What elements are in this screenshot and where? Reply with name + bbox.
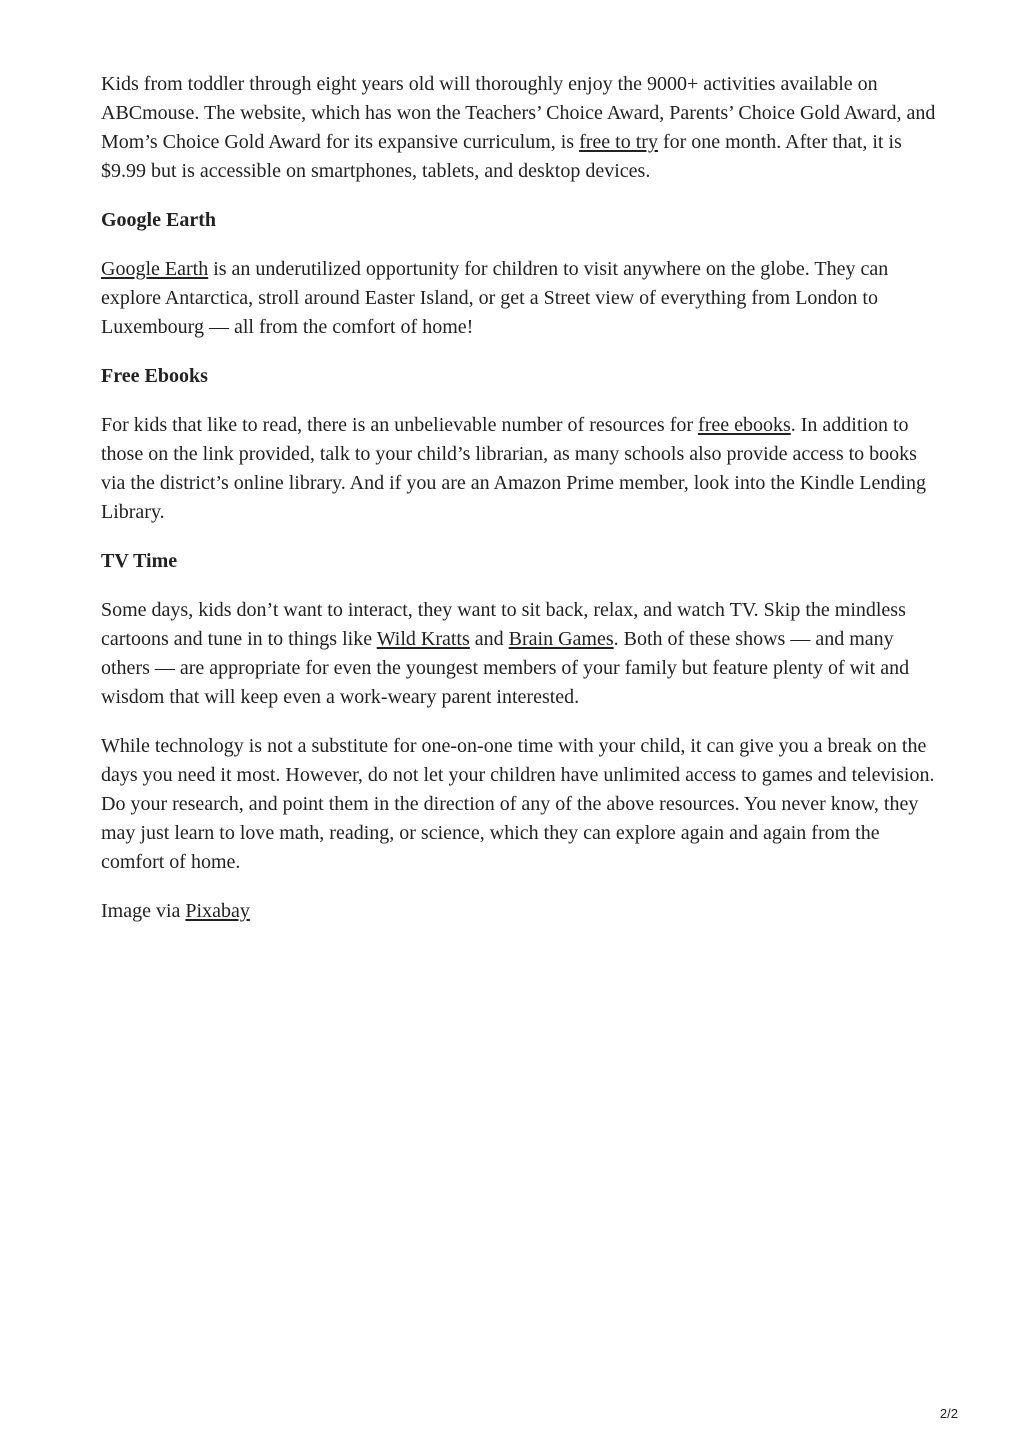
paragraph-conclusion: While technology is not a substitute for one-on-one time with your child, it can give you a break on the days you need it most. However, do not let your children have unlimited access to games and television. Do your research, and point them in the direction of any of the above resources. You never know, they may just learn to love math, reading, or science, which they can explore again and again from the comfort of home. — [101, 735, 935, 873]
heading-free-ebooks: Free Ebooks — [101, 365, 208, 387]
article-body — [101, 70, 936, 946]
paragraph-abcmouse — [101, 70, 936, 186]
image-credit — [101, 897, 936, 926]
paragraph-text: for one month. After that, it is $9.99 but is accessible on smartphones, tablets, and desktop devices. — [101, 131, 902, 182]
google-earth-link[interactable]: Google Earth — [101, 258, 209, 280]
paragraph-text: . In addition to those on the link provided, talk to your child’s librarian, as many schools also provide access to books via the district’s online library. And if you are an Amazon Prime member, look into the Kindle Lending Library. — [101, 414, 926, 523]
wild-kratts-link[interactable]: Wild Kratts — [376, 628, 470, 650]
paragraph-free-ebooks — [101, 411, 936, 527]
paragraph-text: For kids that like to read, there is an unbelievable number of resources for — [101, 414, 699, 436]
paragraph-tv-time — [101, 596, 936, 712]
free-ebooks-link[interactable]: free ebooks — [698, 414, 791, 436]
paragraph-text: and — [469, 628, 509, 650]
brain-games-link[interactable]: Brain Games — [508, 628, 614, 650]
image-credit-text: Image via — [101, 900, 186, 922]
paragraph-google-earth — [101, 255, 936, 342]
paragraph-text: Kids from toddler through eight years old will thoroughly enjoy the 9000+ activities available on ABCmouse. The website, which has won the Teachers’ Choice Award, Parents’ Choice Gold Award, and Mom’s Choice Gold Award for its expansive curriculum, is — [101, 73, 936, 153]
page-number: 2/2 — [939, 1406, 958, 1421]
heading-google-earth: Google Earth — [101, 209, 216, 231]
paragraph-text: is an underutilized opportunity for children to visit anywhere on the globe. They can explore Antarctica, stroll around Easter Island, or get a Street view of everything from London to Luxembourg — all from the comfort of home! — [101, 258, 889, 338]
paragraph-text: . Both of these shows — and many others — are appropriate for even the youngest members of your family but feature plenty of wit and wisdom that will keep even a work-weary parent interested. — [101, 628, 910, 708]
paragraph-text: Some days, kids don’t want to interact, they want to sit back, relax, and watch TV. Skip the mindless cartoons and tune in to things like — [101, 599, 906, 650]
pixabay-link[interactable]: Pixabay — [185, 900, 250, 922]
free-to-try-link[interactable]: free to try — [579, 131, 658, 153]
heading-tv-time: TV Time — [101, 550, 178, 572]
